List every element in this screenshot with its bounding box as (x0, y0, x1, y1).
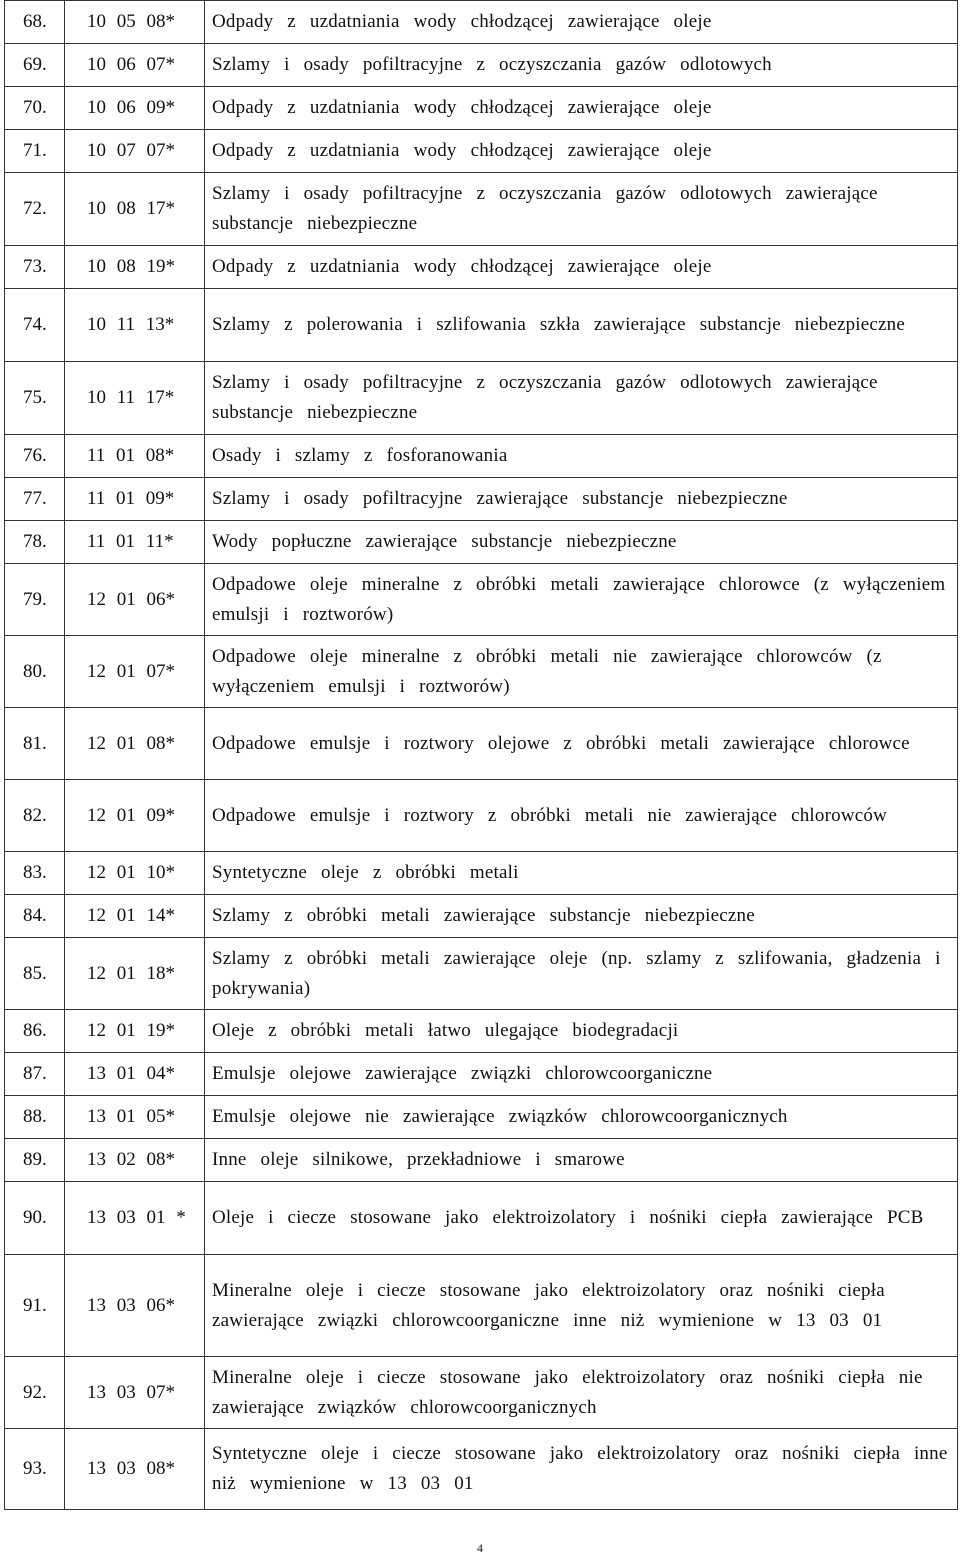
table-row (5, 478, 958, 521)
row-number: 76. (5, 435, 65, 478)
row-number: 91. (5, 1255, 65, 1357)
waste-description: Inne oleje silnikowe, przekładniowe i smarowe (205, 1139, 958, 1182)
waste-code: 11 01 11* (65, 521, 205, 564)
table-row (5, 1010, 958, 1053)
row-number: 84. (5, 895, 65, 938)
row-number: 81. (5, 708, 65, 780)
table-row (5, 1139, 958, 1182)
waste-code: 13 01 05* (65, 1096, 205, 1139)
waste-description: Szlamy z obróbki metali zawierające substancje niebezpieczne (205, 895, 958, 938)
waste-code: 10 11 13* (65, 289, 205, 362)
row-number: 68. (5, 1, 65, 44)
row-number: 86. (5, 1010, 65, 1053)
row-number: 72. (5, 173, 65, 246)
waste-code: 10 11 17* (65, 362, 205, 435)
table-row (5, 1182, 958, 1255)
waste-code: 10 06 07* (65, 44, 205, 87)
row-number: 71. (5, 130, 65, 173)
table-row (5, 708, 958, 780)
waste-description: Szlamy i osady pofiltracyjne zawierające substancje niebezpieczne (205, 478, 958, 521)
row-number: 70. (5, 87, 65, 130)
table-row (5, 1357, 958, 1429)
waste-description: Syntetyczne oleje i ciecze stosowane jako elektroizolatory oraz nośniki ciepła inne niż wymienione w 13 03 01 (205, 1429, 958, 1510)
waste-description: Emulsje olejowe nie zawierające związków chlorowcoorganicznych (205, 1096, 958, 1139)
row-number: 87. (5, 1053, 65, 1096)
waste-description: Szlamy z polerowania i szlifowania szkła zawierające substancje niebezpieczne (205, 289, 958, 362)
waste-code: 12 01 07* (65, 636, 205, 708)
row-number: 79. (5, 564, 65, 636)
table-row (5, 289, 958, 362)
row-number: 80. (5, 636, 65, 708)
waste-description: Odpadowe emulsje i roztwory olejowe z obróbki metali zawierające chlorowce (205, 708, 958, 780)
waste-code: 10 07 07* (65, 130, 205, 173)
table-row (5, 246, 958, 289)
waste-description: Odpady z uzdatniania wody chłodzącej zawierające oleje (205, 1, 958, 44)
waste-code: 12 01 08* (65, 708, 205, 780)
waste-code: 13 03 08* (65, 1429, 205, 1510)
waste-code: 12 01 06* (65, 564, 205, 636)
table-row (5, 852, 958, 895)
waste-table-body (5, 1, 958, 1510)
table-row (5, 895, 958, 938)
table-row (5, 130, 958, 173)
row-number: 74. (5, 289, 65, 362)
waste-description: Syntetyczne oleje z obróbki metali (205, 852, 958, 895)
table-row (5, 636, 958, 708)
table-row (5, 1429, 958, 1510)
waste-description: Odpady z uzdatniania wody chłodzącej zawierające oleje (205, 87, 958, 130)
waste-description: Mineralne oleje i ciecze stosowane jako elektroizolatory oraz nośniki ciepła nie zawierające związków chlorowcoorganicznych (205, 1357, 958, 1429)
waste-description: Szlamy i osady pofiltracyjne z oczyszczania gazów odlotowych (205, 44, 958, 87)
row-number: 78. (5, 521, 65, 564)
waste-description: Szlamy z obróbki metali zawierające oleje (np. szlamy z szlifowania, gładzenia i pokrywania) (205, 938, 958, 1010)
page-number: 4 (477, 1541, 483, 1555)
row-number: 73. (5, 246, 65, 289)
row-number: 77. (5, 478, 65, 521)
row-number: 83. (5, 852, 65, 895)
row-number: 92. (5, 1357, 65, 1429)
table-row (5, 564, 958, 636)
row-number: 85. (5, 938, 65, 1010)
table-row (5, 173, 958, 246)
waste-description: Odpady z uzdatniania wody chłodzącej zawierające oleje (205, 246, 958, 289)
table-row (5, 938, 958, 1010)
table-row (5, 1053, 958, 1096)
waste-code: 12 01 09* (65, 780, 205, 852)
row-number: 75. (5, 362, 65, 435)
waste-description: Oleje i ciecze stosowane jako elektroizolatory i nośniki ciepła zawierające PCB (205, 1182, 958, 1255)
waste-code: 12 01 10* (65, 852, 205, 895)
waste-code: 13 01 04* (65, 1053, 205, 1096)
waste-description: Wody popłuczne zawierające substancje niebezpieczne (205, 521, 958, 564)
waste-code: 11 01 08* (65, 435, 205, 478)
waste-description: Odpadowe emulsje i roztwory z obróbki metali nie zawierające chlorowców (205, 780, 958, 852)
waste-code: 12 01 18* (65, 938, 205, 1010)
waste-code: 11 01 09* (65, 478, 205, 521)
waste-code: 12 01 14* (65, 895, 205, 938)
waste-code: 10 05 08* (65, 1, 205, 44)
waste-description: Szlamy i osady pofiltracyjne z oczyszczania gazów odlotowych zawierające substancje niebezpieczne (205, 362, 958, 435)
table-row (5, 1096, 958, 1139)
table-row (5, 44, 958, 87)
waste-code: 12 01 19* (65, 1010, 205, 1053)
waste-code: 13 03 07* (65, 1357, 205, 1429)
waste-description: Odpady z uzdatniania wody chłodzącej zawierające oleje (205, 130, 958, 173)
waste-table (4, 0, 958, 1510)
table-row (5, 1255, 958, 1357)
row-number: 89. (5, 1139, 65, 1182)
waste-description: Mineralne oleje i ciecze stosowane jako elektroizolatory oraz nośniki ciepła zawierające związki chlorowcoorganiczne inne niż wymienione w 13 03 01 (205, 1255, 958, 1357)
row-number: 93. (5, 1429, 65, 1510)
table-row (5, 87, 958, 130)
table-row (5, 521, 958, 564)
waste-code: 13 03 06* (65, 1255, 205, 1357)
table-row (5, 780, 958, 852)
waste-code: 13 02 08* (65, 1139, 205, 1182)
waste-code: 10 06 09* (65, 87, 205, 130)
waste-code: 13 03 01 * (65, 1182, 205, 1255)
waste-description: Emulsje olejowe zawierające związki chlorowcoorganiczne (205, 1053, 958, 1096)
table-row (5, 435, 958, 478)
waste-description: Oleje z obróbki metali łatwo ulegające biodegradacji (205, 1010, 958, 1053)
row-number: 88. (5, 1096, 65, 1139)
waste-description: Szlamy i osady pofiltracyjne z oczyszczania gazów odlotowych zawierające substancje niebezpieczne (205, 173, 958, 246)
waste-description: Odpadowe oleje mineralne z obróbki metali zawierające chlorowce (z wyłączeniem emulsji i roztworów) (205, 564, 958, 636)
waste-description: Osady i szlamy z fosforanowania (205, 435, 958, 478)
waste-description: Odpadowe oleje mineralne z obróbki metali nie zawierające chlorowców (z wyłączeniem emulsji i roztworów) (205, 636, 958, 708)
table-row (5, 1, 958, 44)
waste-code: 10 08 19* (65, 246, 205, 289)
row-number: 90. (5, 1182, 65, 1255)
waste-code: 10 08 17* (65, 173, 205, 246)
table-row (5, 362, 958, 435)
row-number: 69. (5, 44, 65, 87)
row-number: 82. (5, 780, 65, 852)
